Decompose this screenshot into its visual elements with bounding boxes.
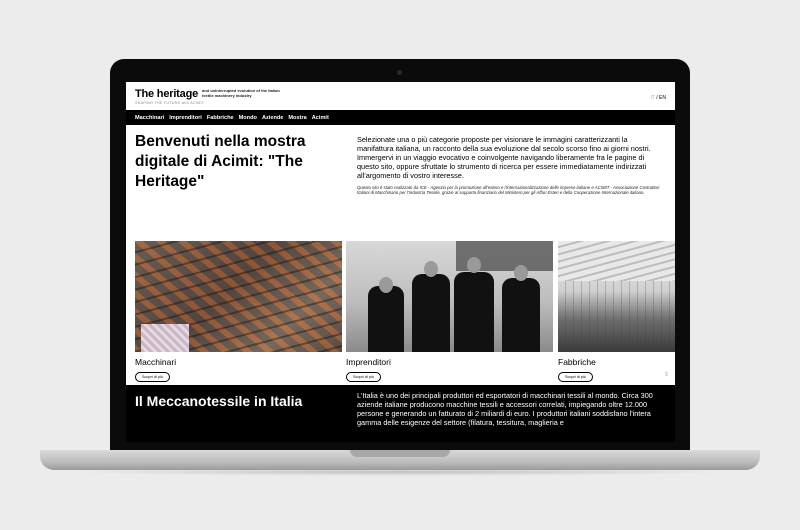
discover-button-macchinari[interactable]: Scopri di più	[135, 372, 170, 382]
laptop-camera	[397, 70, 402, 75]
person-head	[467, 257, 481, 273]
card-label-macchinari: Macchinari	[135, 357, 177, 367]
nav-item-acimit[interactable]: Acimit	[311, 114, 329, 121]
section-text: L'Italia è uno dei principali produttori ed esportatori di macchinari tessili al mondo. Circa 300 aziende italiane producono macchine tessili e accessori correlati, impiegando oltre 12.000 persone e generando un fatturato di 2 miliardi di euro. I produttori italiani soddisfano l'intera gamma delle esigenze del settore (filatura, tessitura, maglieria e	[357, 391, 653, 427]
card-label-fabbriche: Fabbriche	[558, 357, 596, 367]
discover-button-fabbriche[interactable]: Scopri di più	[558, 372, 593, 382]
nav-item-mondo[interactable]: Mondo	[238, 114, 257, 121]
lang-en-link[interactable]: EN	[659, 95, 666, 101]
nav-item-mostra[interactable]: Mostra	[288, 114, 307, 121]
site-tagline: SHAPING THE FUTURE with ACIMIT	[135, 101, 205, 105]
language-switcher	[651, 95, 666, 101]
factory-ceiling	[558, 241, 675, 281]
browser-screen	[126, 82, 675, 442]
machinery-photo[interactable]	[135, 241, 342, 352]
meccanotessile-section	[126, 385, 675, 442]
card-macchinari	[135, 241, 342, 379]
person-silhouette	[454, 272, 494, 352]
discover-button-imprenditori[interactable]: Scopri di più	[346, 372, 381, 382]
arrow-up-icon[interactable]: ⇧	[664, 372, 670, 378]
intro-note: Questo sito è stato realizzato da ICE - Agenzia per la promozione all'estero e l'internazionalizzazione delle imprese italiane e ACIMIT - Associazione Costruttori Italiani di Macchinario per l'Industria Tessile, grazie al supporto finanziario del Ministero per gli Affari Esteri e della Cooperazione Internazionale italiano.	[357, 185, 660, 196]
card-fabbriche	[558, 241, 675, 379]
fabric-detail	[141, 324, 189, 352]
person-silhouette	[502, 278, 540, 352]
factory-photo[interactable]	[558, 241, 675, 352]
nav-item-macchinari[interactable]: Macchinari	[135, 114, 165, 121]
nav-item-fabbriche[interactable]: Fabbriche	[206, 114, 234, 121]
intro-section	[126, 125, 675, 241]
person-silhouette	[368, 286, 404, 352]
page-headline: Benvenuti nella mostra digitale di Acimit: "The Heritage"	[135, 133, 306, 190]
card-label-imprenditori: Imprenditori	[346, 357, 391, 367]
intro-text: Selezionate una o più categorie proposte per visionare le immagini caratterizzanti la manifattura italiana, un racconto della sua evoluzione dal secolo scorso fino ai giorni nostri. Immergervi in un viaggio evocativo e coinvolgente navigando liberamente fra le pagine di questo sito, oppure sfruttate lo strumento di ricerca per essere immediatamente indirizzati all'argomento di vostro interesse.	[357, 135, 651, 180]
site-header	[126, 82, 675, 110]
laptop-notch	[350, 450, 450, 457]
main-nav	[126, 110, 675, 125]
person-head	[379, 277, 393, 293]
card-imprenditori	[346, 241, 553, 379]
category-cards	[126, 241, 675, 401]
site-description: and uninterrupted evolution of the Italian textile machinery industry	[202, 88, 280, 98]
person-head	[424, 261, 438, 277]
lang-separator: /	[654, 95, 660, 101]
site-title[interactable]: The heritage	[135, 88, 199, 100]
nav-item-imprenditori[interactable]: Imprenditori	[169, 114, 202, 121]
nav-item-aziende[interactable]: Aziende	[261, 114, 284, 121]
section-title: Il Meccanotessile in Italia	[135, 393, 303, 409]
person-head	[514, 265, 528, 281]
lang-it-link[interactable]: IT	[650, 95, 655, 101]
person-silhouette	[412, 274, 450, 352]
entrepreneurs-photo[interactable]	[346, 241, 553, 352]
